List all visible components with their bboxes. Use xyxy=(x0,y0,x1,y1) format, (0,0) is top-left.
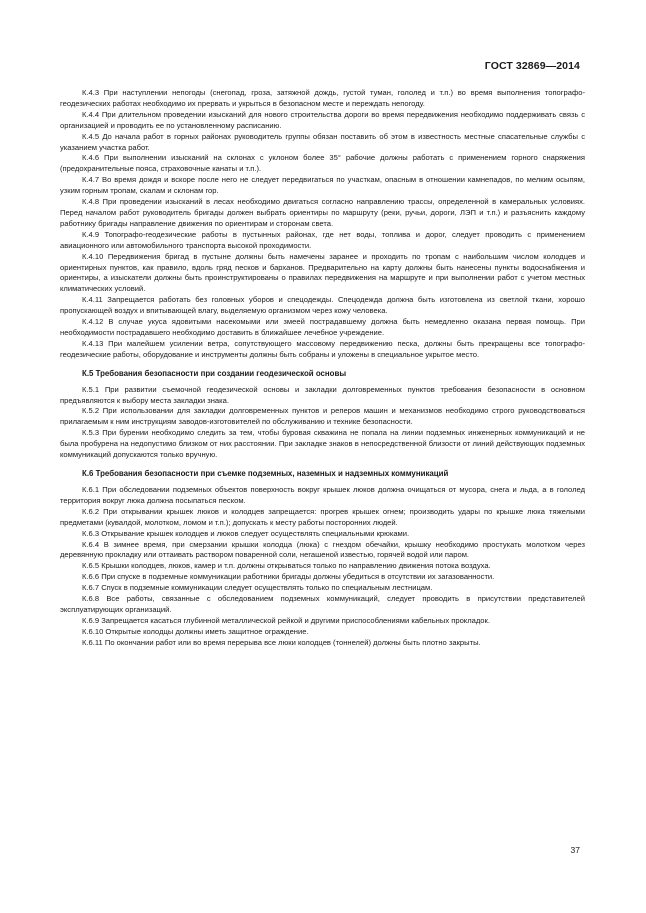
clause-paragraph: К.6.10 Открытые колодцы должны иметь защитное ограждение. xyxy=(82,626,309,636)
clause-paragraph: К.6.4 В зимнее время, при смерзании крышки колодца (люка) с гнездом обечайки, крышку необходимо простукать молотком через деревянную прокладку или оттаивать раствором поваренной соли, негашеной известью, горячей водой или паром. xyxy=(60,539,585,560)
clause-paragraph: К.6.6 При спуске в подземные коммуникации работники бригады должны убедиться в отсутствии их загазованности. xyxy=(82,572,495,582)
clause-paragraph: К.6.7 Спуск в подземные коммуникации следует осуществлять только по специальным лестницам. xyxy=(82,583,433,593)
clause-paragraph: К.4.9 Топографо-геодезические работы в пустынных районах, где нет воды, топлива и дорог, следует проводить с применением авиационного или автомобильного транспорта высокой проходимости. xyxy=(60,229,585,250)
clause-paragraph: К.5.2 При использовании для закладки долговременных пунктов и реперов машин и механизмов необходимо строго руководствоваться прилагаемым к ним инструкциям заводов-изготовителей по обслуживанию и технике безопасности. xyxy=(60,406,585,427)
clause-paragraph: К.4.8 При проведении изысканий в лесах необходимо двигаться согласно направлению трассы, определенной в камеральных условиях. Перед началом работ руководитель бригады должен выбрать ориентиры по маршруту (реки, ручьи, дороги, ЛЭП и т.п.) и разъяснить каждому работнику бригады направление движения по ориентирам и сторонам света. xyxy=(60,197,585,228)
clause-paragraph: К.5.3 При бурении необходимо следить за тем, чтобы буровая скважина не попала на линии подземных инженерных коммуникаций и не была пробурена на недопустимо близком от них расстоянии. При закладке знаков в непосредственной близости от линий действующих подземных коммуникаций допускаются только вручную. xyxy=(60,428,585,460)
clause-paragraph: К.6.5 Крышки колодцев, люков, камер и т.п. должны открываться только по направлению движения потока воздуха. xyxy=(82,561,491,571)
section xyxy=(60,468,585,649)
clause-paragraph: К.4.4 При длительном проведении изысканий для нового строительства дороги во время передвижения необходимо поддерживать связь с организацией и проводить ее по установленному расписанию. xyxy=(60,109,585,130)
clause-paragraph: К.6.2 При открывании крышек люков и колодцев запрещается: прогрев крышек огнем; производить удары по крышке люка тяжелыми предметами (кувалдой, молотком, ломом и т.п.); допускать к месту работы посторонних людей. xyxy=(60,506,585,527)
clause-paragraph: К.5.1 При развитии съемочной геодезической основы и закладки долговременных пунктов требования безопасности в основном предъявляются к выбору места закладки знака. xyxy=(60,384,585,405)
clause-paragraph: К.6.11 По окончании работ или во время перерыва все люки колодцев (тоннелей) должны быть плотно закрыты. xyxy=(82,637,481,647)
clause-paragraph: К.6.1 При обследовании подземных объектов поверхность вокруг крышек люков должна очищаться от мусора, снега и льда, а в гололед территория вокруг люка должна посыпаться песком. xyxy=(60,485,585,505)
clause-paragraph: К.4.10 Передвижения бригад в пустыне должны быть намечены заранее и проходить по тропам с наибольшим числом колодцев и ориентирных пунктов, как правило, вдоль гряд песков и барханов. Предварительно на карту должны быть нанесены пункты водоснабжения и ориентиры, а изыскатели должны быть проинструктированы о правилах передвижения на маршруте и при выполнении работ с учетом местных климатических условий. xyxy=(60,251,585,294)
clause-paragraph: К.4.11 Запрещается работать без головных уборов и спецодежды. Спецодежда должна быть изготовлена из светлой ткани, хорошо пропускающей воздух и впитывающей влагу, выделяемую организмом через кожу человека. xyxy=(60,295,585,316)
section-heading: К.5 Требования безопасности при создании геодезической основы xyxy=(82,368,347,378)
clause-paragraph: К.6.3 Открывание крышек колодцев и люков следует осуществлять специальными крюками. xyxy=(82,528,410,538)
document-body xyxy=(60,88,585,649)
clause-paragraph: К.4.3 При наступлении непогоды (снегопад, гроза, затяжной дождь, густой туман, гололед и т.п.) во время выполнения топографо-геодезических работах необходимо их прервать и укрыться в безопасном месте и переждать непогоду. xyxy=(60,88,585,108)
clause-paragraph: К.4.13 При малейшем усилении ветра, сопутствующего массовому передвижению песка, должны быть прекращены все топографо-геодезические работы, оборудование и инструменты должны быть собраны и уложены в специальное укрытое место. xyxy=(60,338,585,359)
page-number: 37 xyxy=(570,845,580,855)
section-heading: К.6 Требования безопасности при съемке подземных, наземных и надземных коммуникаций xyxy=(82,469,449,478)
clause-paragraph: К.4.12 В случае укуса ядовитыми насекомыми или змеей пострадавшему должна быть немедленно оказана первая помощь. При необходимости пострадавшего необходимо доставить в ближайшее лечебное учреждение. xyxy=(60,317,585,337)
clause-paragraph: К.4.7 Во время дождя и вскоре после него не следует передвигаться по участкам, опасным в отношении камнепадов, по мелким осыпям, узким горным тропам, скалам и склонам гор. xyxy=(60,175,585,196)
clause-paragraph: К.4.6 При выполнении изысканий на склонах с уклоном более 35° рабочие должны работать с применением горного снаряжения (предохранительные пояса, страховочные канаты и т.п.). xyxy=(60,153,585,174)
section xyxy=(60,88,585,361)
standard-designation: ГОСТ 32869—2014 xyxy=(484,60,580,72)
clause-paragraph: К.6.9 Запрещается касаться глубинной металлической рейкой и другими приспособлениями кабельных прокладок. xyxy=(82,615,490,625)
clause-paragraph: К.6.8 Все работы, связанные с обследованием подземных коммуникаций, следует проводить в присутствии представителей эксплуатирующих организаций. xyxy=(60,594,585,614)
clause-paragraph: К.4.5 До начала работ в горных районах руководитель группы обязан поставить об этом в известность местные спасательные службы с указанием участка работ. xyxy=(60,131,585,152)
section xyxy=(60,368,585,461)
